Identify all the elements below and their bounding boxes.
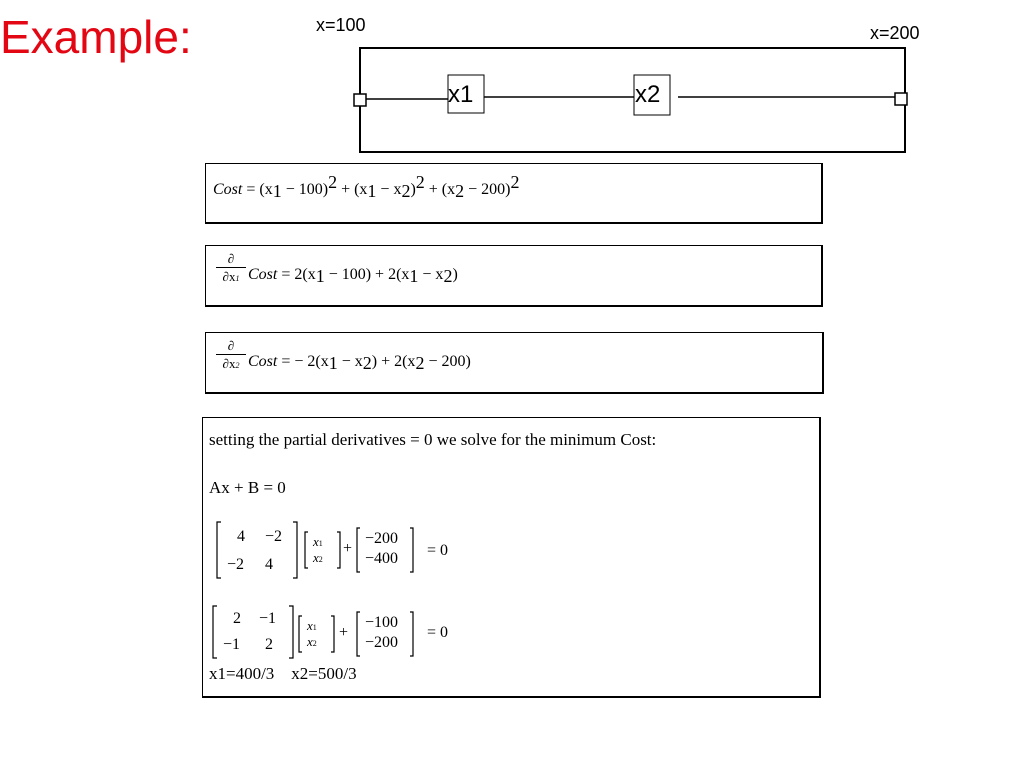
vector-cell: x — [307, 618, 313, 633]
vector-b2 — [355, 610, 415, 658]
eq-sub: 2 — [401, 181, 411, 201]
eq-term: ) — [452, 266, 458, 283]
eq-sub: 2 — [455, 181, 465, 201]
plus-sign: + — [339, 624, 349, 641]
vector-x-1 — [303, 530, 343, 570]
matrix-cell: −1 — [223, 636, 241, 653]
eq-sub: 2 — [415, 353, 425, 373]
right-boundary-label: x=200 — [870, 23, 920, 43]
eq-sub: 1 — [367, 181, 377, 201]
solution-result: x1=400/3 x2=500/3 — [209, 664, 357, 683]
eq-term: + (x — [424, 181, 456, 198]
partial-x1-equation — [248, 264, 458, 286]
vector-cell-sub: 2 — [312, 639, 317, 648]
vector-cell: x — [307, 634, 313, 649]
vector-x-2 — [297, 614, 337, 654]
partial-numerator: ∂ — [227, 338, 235, 353]
eq-sub: 2 — [362, 353, 372, 373]
partial-denominator-sub: 1 — [235, 274, 240, 283]
eq-term: (x — [259, 181, 273, 198]
cost-equation: Cost = (x1 − 100)2 + (x1 − x2)2 + (x2 − 200)2 — [213, 172, 520, 201]
matrix-cell: −2 — [227, 556, 245, 573]
eq-term: − x — [418, 266, 444, 283]
eq-term: − 100) + 2(x — [324, 266, 410, 283]
eq-sub: 1 — [272, 181, 282, 201]
partial-denominator-sub: 2 — [235, 361, 240, 370]
vector-cell: −400 — [365, 550, 399, 567]
vector-cell: −100 — [365, 614, 399, 631]
left-boundary-label: x=100 — [316, 15, 366, 35]
fraction-bar — [216, 354, 246, 355]
partial-denominator: ∂x — [222, 356, 236, 371]
eq-sup: 2 — [510, 172, 520, 192]
solution-box — [202, 417, 821, 698]
vector-cell: x — [313, 550, 319, 565]
vector-cell: −200 — [365, 634, 399, 651]
solution-form: Ax + B = 0 — [209, 478, 286, 497]
vector-cell-sub: 2 — [318, 555, 323, 564]
right-anchor — [895, 93, 907, 105]
eq-term: + (x — [337, 181, 368, 198]
eq-sub: 1 — [409, 266, 419, 286]
matrix-cell: −2 — [265, 528, 283, 545]
vector-cell: x — [313, 534, 319, 549]
matrix-cell: 4 — [237, 528, 245, 545]
eq-term: − 200) — [424, 353, 471, 370]
eq-term: − x — [337, 353, 363, 370]
vector-cell-sub: 1 — [318, 539, 323, 548]
eq-term: = 2(x — [281, 266, 316, 283]
fraction-bar — [216, 267, 246, 268]
matrix-cell: −1 — [259, 610, 277, 627]
vector-b1 — [355, 526, 415, 574]
cost-symbol: Cost — [248, 266, 278, 283]
vector-cell: −200 — [365, 530, 399, 547]
slide-title: Example: — [0, 11, 192, 63]
vector-cell-sub: 1 — [312, 623, 317, 632]
partial-x2-equation — [248, 351, 471, 373]
eq-term: = − 2(x — [281, 353, 329, 370]
eq-term: ) — [410, 181, 416, 198]
eq-sup: 2 — [328, 172, 338, 192]
matrix-a1 — [215, 520, 305, 580]
partial-x2-fraction — [216, 339, 246, 370]
equals-zero: = 0 — [427, 542, 449, 559]
eq-term: − x — [376, 181, 402, 198]
partial-denominator: ∂x — [222, 269, 236, 284]
eq-sub: 2 — [443, 266, 453, 286]
matrix-a2 — [211, 604, 301, 660]
cost-symbol: Cost — [248, 353, 278, 370]
partial-numerator: ∂ — [227, 251, 235, 266]
eq-sup: 2 — [415, 172, 425, 192]
cost-equation-box — [205, 163, 823, 224]
matrix-cell: 2 — [265, 636, 273, 653]
plus-sign: + — [343, 540, 353, 557]
eq-term: − 200) — [464, 181, 511, 198]
equals-zero: = 0 — [427, 624, 449, 641]
eq-sub: 1 — [315, 266, 325, 286]
left-anchor — [354, 94, 366, 106]
eq-term: ) + 2(x — [371, 353, 416, 370]
eq-sub: 1 — [328, 353, 338, 373]
matrix-cell: 2 — [233, 610, 241, 627]
partial-x1-fraction — [216, 252, 246, 283]
matrix-cell: 4 — [265, 556, 273, 573]
eq-term: − 100) — [281, 181, 329, 198]
partial-x2-box — [205, 332, 824, 394]
cost-symbol: Cost — [213, 181, 243, 198]
diagram-frame — [360, 48, 905, 152]
solution-intro: setting the partial derivatives = 0 we solve for the minimum Cost: — [209, 430, 657, 449]
partial-x1-box — [205, 245, 823, 307]
node-x2-label: x2 — [635, 81, 661, 108]
node-x1-label: x1 — [448, 81, 474, 108]
